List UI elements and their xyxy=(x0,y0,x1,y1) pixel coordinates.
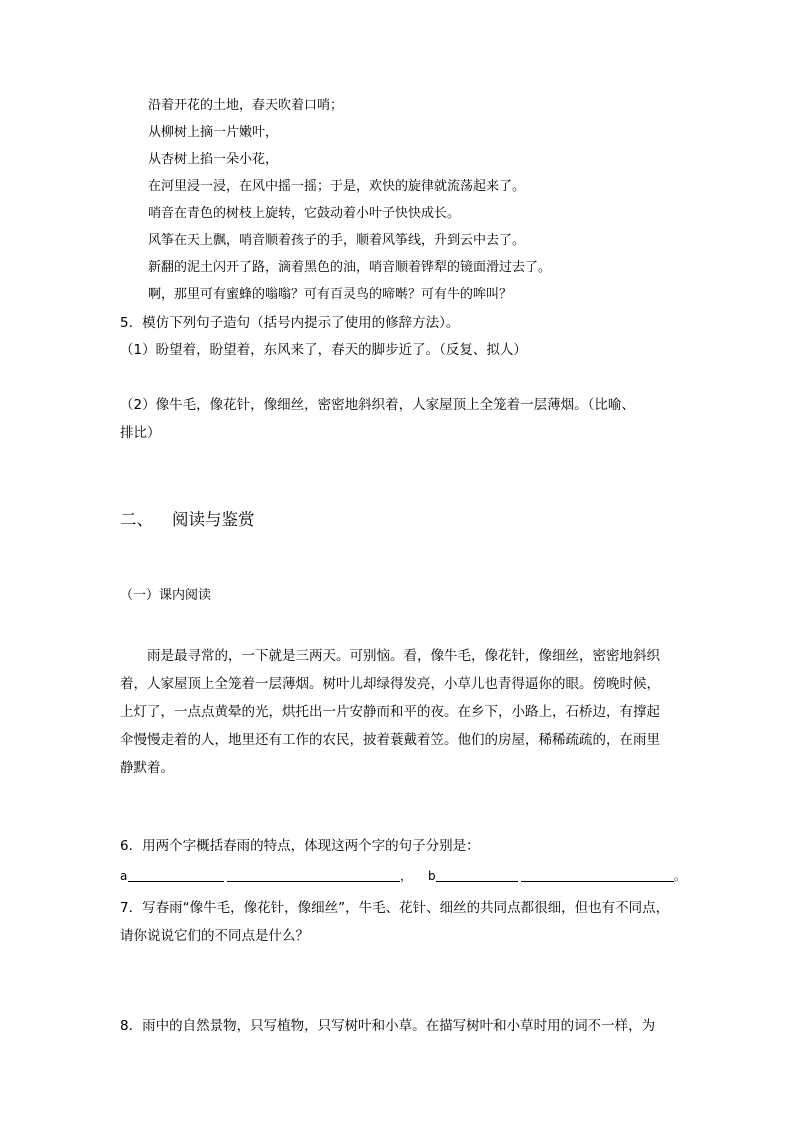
poem-line: 沿着开花的土地，春天吹着口哨； xyxy=(148,98,344,113)
question-6-answer-row xyxy=(120,866,687,886)
question-5-item-2-cont: 排比） xyxy=(120,425,161,441)
comma: ， xyxy=(400,869,413,883)
passage-line: 雨是最寻常的，一下就是三两天。可别恼。看，像牛毛，像花针，像细丝，密密地斜织 xyxy=(120,648,660,664)
poem-line: 新翻的泥土闪开了路，滴着黑色的油，哨音顺着铧犁的镜面滑过去了。 xyxy=(148,260,552,275)
passage-line: 着，人家屋顶上全笼着一层薄烟。树叶儿却绿得发亮，小草儿也青得逼你的眼。傍晚时候， xyxy=(120,676,660,692)
passage-line: 静默着。 xyxy=(120,760,174,776)
passage-line: 伞慢慢走着的人，地里还有工作的农民，披着蓑戴着笠。他们的房屋，稀稀疏疏的，在雨里 xyxy=(120,732,660,748)
blank-b-gap xyxy=(518,880,521,882)
question-6-text: 6．用两个字概括春雨的特点，体现这两个字的句子分别是： xyxy=(120,838,480,854)
section-heading xyxy=(120,509,255,531)
poem-line: 啊，那里可有蜜蜂的嗡嗡？可有百灵鸟的啼啭？可有牛的哞叫？ xyxy=(148,287,513,302)
blank-b-line xyxy=(436,880,674,882)
section-title: 阅读与鉴赏 xyxy=(172,510,255,529)
poem-line: 从杏树上掐一朵小花， xyxy=(148,152,279,167)
blank-a-label: a xyxy=(120,869,128,883)
question-7-line-1: 7．写春雨“像牛毛，像花针，像细丝”，牛毛、花针、细丝的共同点都很细，但也有不同点， xyxy=(120,900,670,916)
question-7-line-2: 请你说说它们的不同点是什么？ xyxy=(120,928,309,944)
poem-line: 风筝在天上飘，哨音顺着孩子的手，顺着风筝线，升到云中去了。 xyxy=(148,233,526,248)
passage-line: 上灯了，一点点黄晕的光，烘托出一片安静而和平的夜。在乡下，小路上，石桥边，有撑起 xyxy=(120,704,660,720)
question-5-item-1: （1）盼望着，盼望着，东风来了，春天的脚步近了。（反复、拟人） xyxy=(120,342,527,358)
question-5-item-2: （2）像牛毛，像花针，像细丝，密密地斜织着，人家屋顶上全笼着一层薄烟。（比喻、 xyxy=(120,397,635,413)
blank-b-label: b xyxy=(428,869,436,883)
section-number: 二、 xyxy=(120,510,153,529)
reading-passage xyxy=(120,642,680,782)
subsection-title: （一）课内阅读 xyxy=(120,588,212,603)
poem-line: 哨音在青色的树枝上旋转，它鼓动着小叶子快快成长。 xyxy=(148,206,461,221)
question-8-line-1: 8．雨中的自然景物，只写植物，只写树叶和小草。在描写树叶和小草时用的词不一样，为 xyxy=(120,1018,656,1034)
poem-line: 在河里浸一浸，在风中摇一摇；于是，欢快的旋律就流荡起来了。 xyxy=(148,179,526,194)
period: 。 xyxy=(674,869,687,883)
blank-a-gap xyxy=(224,880,227,882)
poem-line: 从柳树上摘一片嫩叶， xyxy=(148,125,279,140)
question-5-title: 5．模仿下列句子造句（括号内提示了使用的修辞方法）。 xyxy=(120,315,460,331)
blank-a-line xyxy=(128,880,400,882)
